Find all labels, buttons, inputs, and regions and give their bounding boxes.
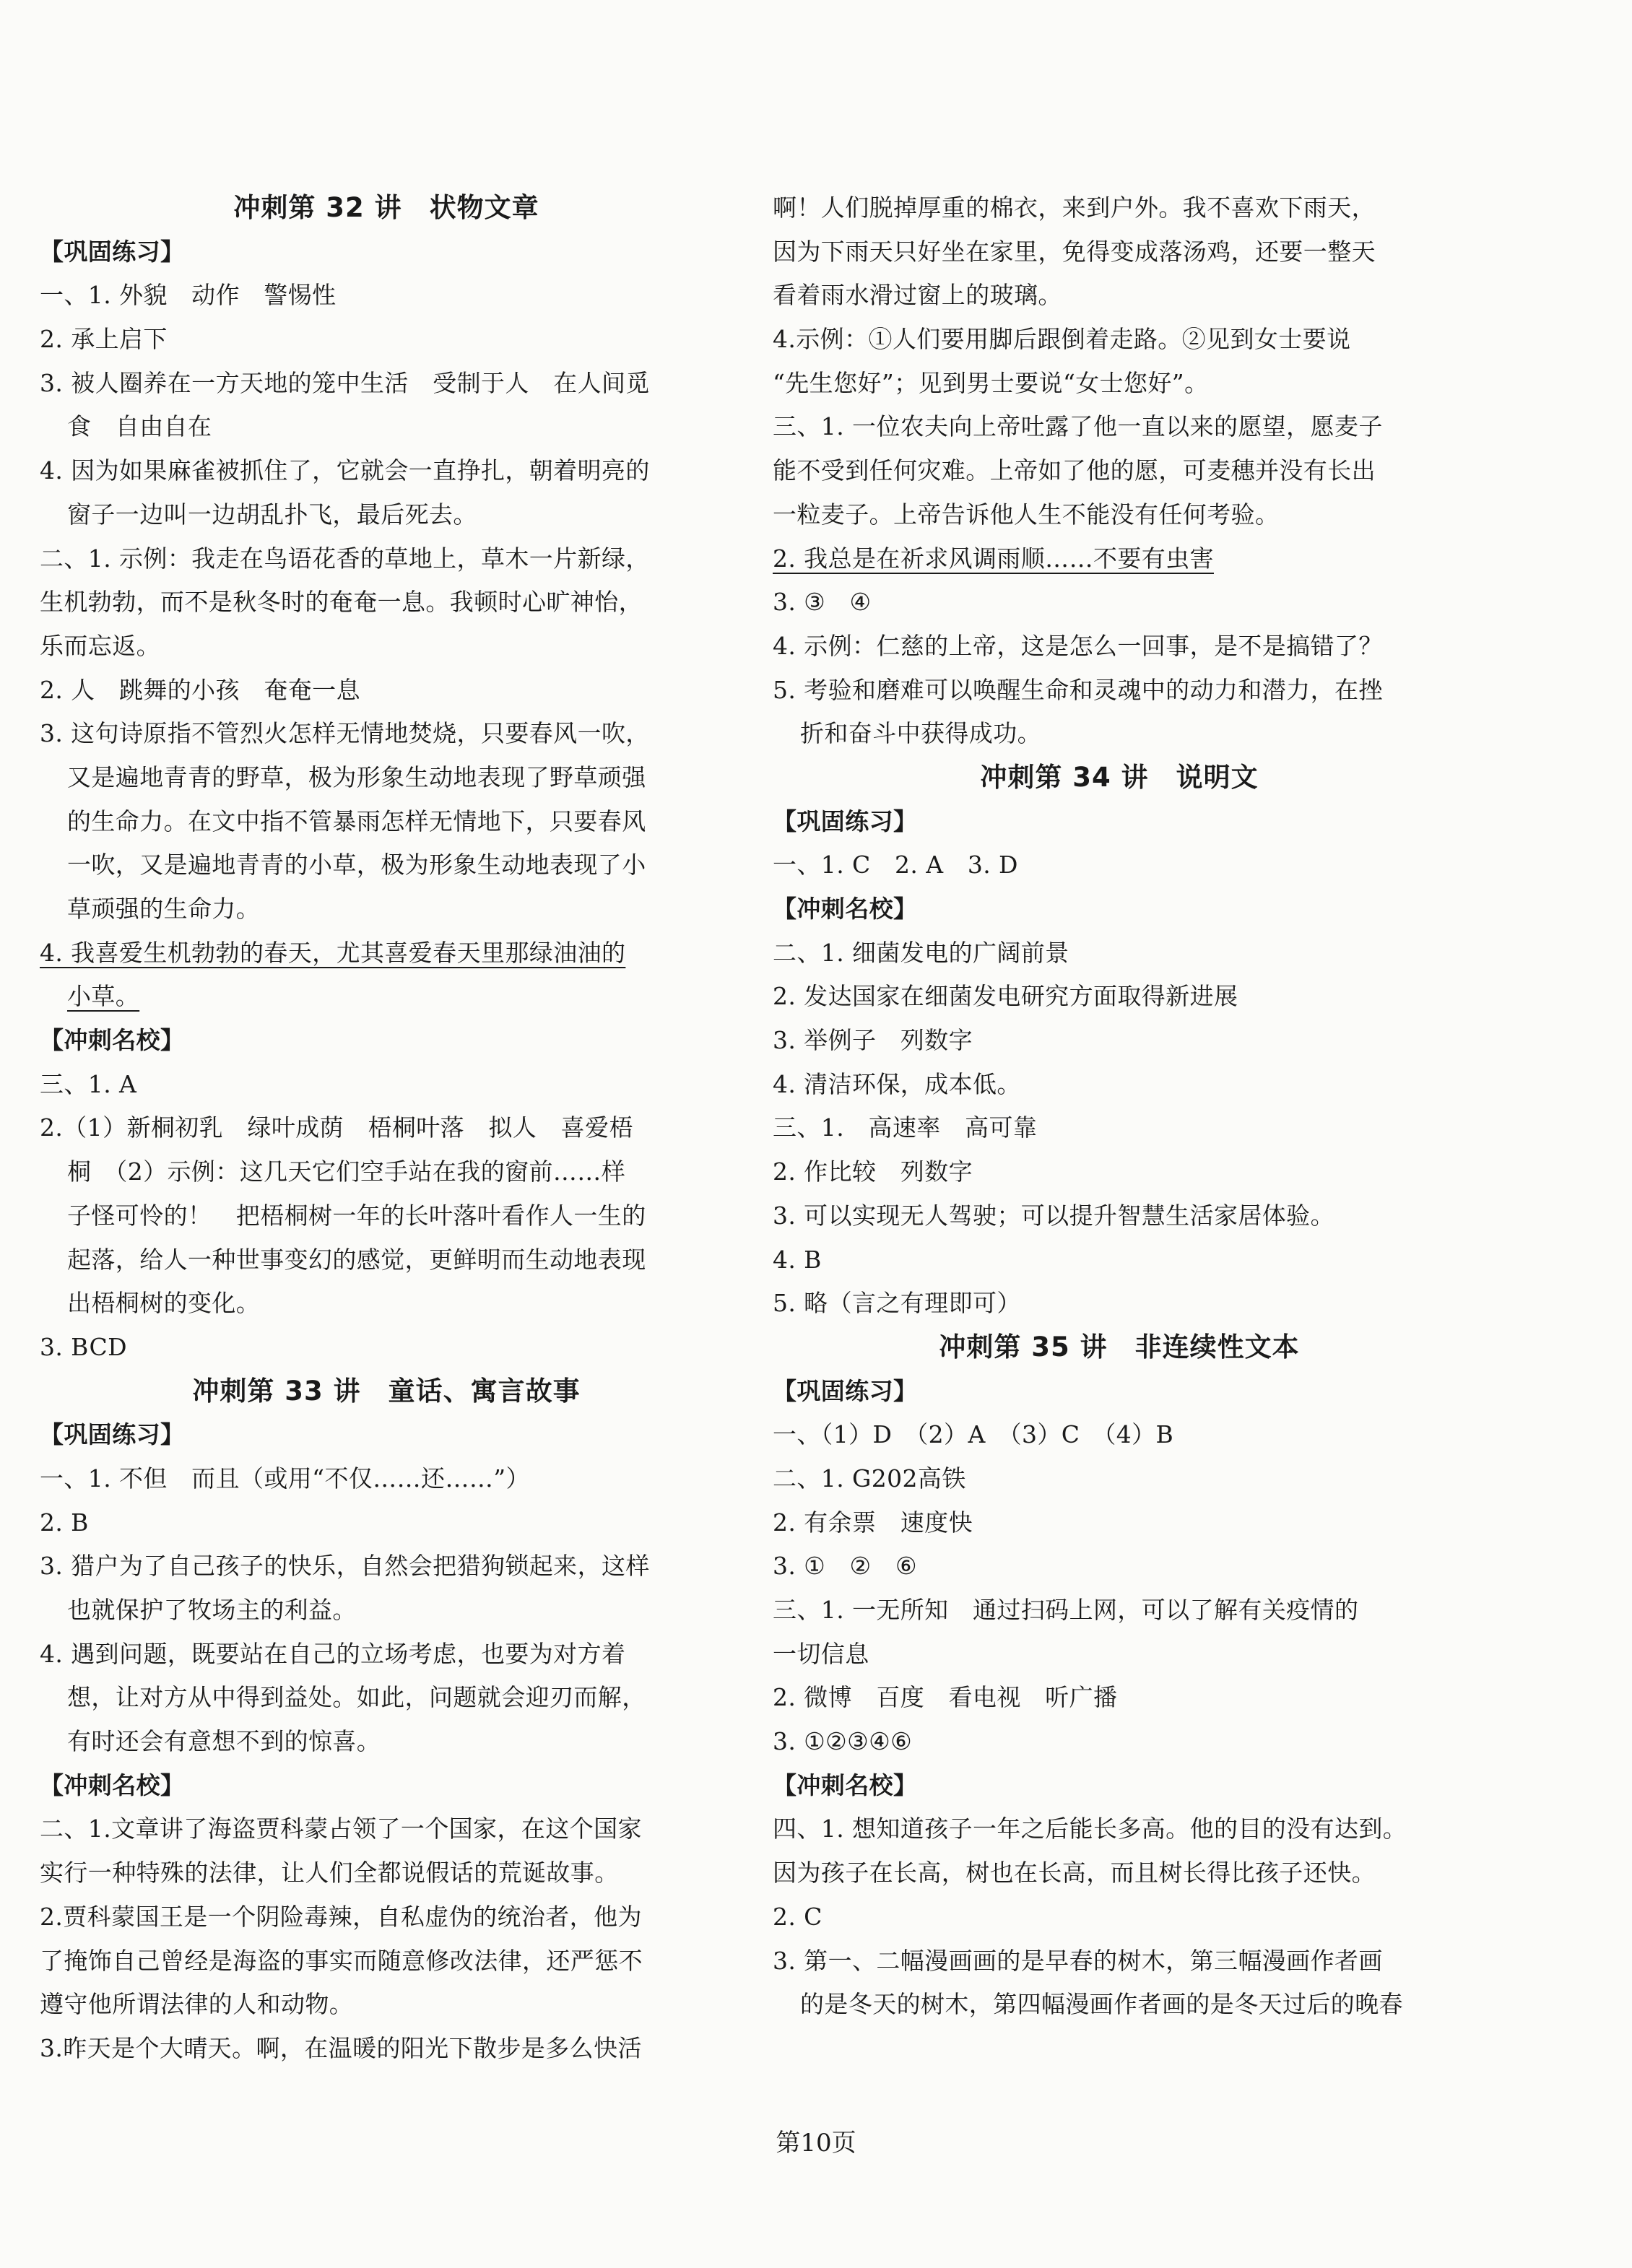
text-line: 折和奋斗中获得成功。 [800, 719, 1041, 748]
text-line: 3. ① ② ⑥ [773, 1552, 917, 1581]
text-line: 2.贾科蒙国王是一个阴险毒辣，自私虚伪的统治者，他为 [40, 1902, 642, 1931]
subsection-label: 【冲刺名校】 [40, 1770, 185, 1799]
text-line: 3. 可以实现无人驾驶；可以提升智慧生活家居体验。 [773, 1201, 1334, 1230]
text-line: 小草。 [67, 982, 140, 1011]
text-line: 2. 微博 百度 看电视 听广播 [773, 1683, 1118, 1712]
text-line: 2. C [773, 1902, 822, 1931]
subsection-label: 【巩固练习】 [40, 1420, 185, 1449]
section-heading: 冲刺第 34 讲 说明文 [980, 761, 1259, 793]
text-line: 2. 有余票 速度快 [773, 1508, 973, 1537]
text-line: 3. 被人圈养在一方天地的笼中生活 受制于人 在人间觅 [40, 368, 650, 397]
section-heading: 冲刺第 35 讲 非连续性文本 [939, 1331, 1300, 1363]
text-line: 一、1. C 2. A 3. D [773, 851, 1018, 879]
text-line: 4. 因为如果麻雀被抓住了，它就会一直挣扎，朝着明亮的 [40, 456, 650, 485]
text-line: 4.示例：①人们要用脚后跟倒着走路。②见到女士要说 [773, 325, 1351, 354]
text-line: 三、1. 一无所知 通过扫码上网，可以了解有关疫情的 [773, 1596, 1359, 1624]
text-line: 3. ③ ④ [773, 588, 872, 617]
text-line: 桐 （2）示例：这几天它们空手站在我的窗前……样 [67, 1157, 626, 1186]
text-line: “先生您好”；见到男士要说“女士您好”。 [773, 368, 1209, 397]
text-line: 有时还会有意想不到的惊喜。 [67, 1727, 381, 1756]
subsection-label: 【冲刺名校】 [773, 1770, 918, 1799]
text-line: 4. 遇到问题，既要站在自己的立场考虑，也要为对方着 [40, 1639, 626, 1668]
text-line: 3. 举例子 列数字 [773, 1026, 973, 1055]
text-line: 4. 清洁环保，成本低。 [773, 1069, 1021, 1098]
text-line: 生机勃勃，而不是秋冬时的奄奄一息。我顿时心旷神怡， [40, 588, 643, 617]
text-line: 3. 第一、二幅漫画画的是早春的树木，第三幅漫画作者画 [773, 1946, 1383, 1975]
text-line: 3. BCD [40, 1332, 127, 1361]
text-line: 2. 发达国家在细菌发电研究方面取得新进展 [773, 982, 1238, 1011]
text-line: 三、1. A [40, 1069, 137, 1098]
text-line: 又是遍地青青的野草，极为形象生动地表现了野草顽强 [67, 762, 646, 791]
text-line: 因为孩子在长高，树也在长高，而且树长得比孩子还快。 [773, 1859, 1376, 1887]
text-line: 草顽强的生命力。 [67, 895, 261, 923]
text-line: 遵守他所谓法律的人和动物。 [40, 1990, 354, 2019]
text-line: 2. 人 跳舞的小孩 奄奄一息 [40, 675, 360, 704]
subsection-label: 【巩固练习】 [773, 1376, 918, 1405]
right-column [773, 186, 1466, 2027]
subsection-label: 【巩固练习】 [773, 807, 918, 835]
text-line: 能不受到任何灾难。上帝如了他的愿，可麦穗并没有长出 [773, 456, 1376, 485]
text-line: 四、1. 想知道孩子一年之后能长多高。他的目的没有达到。 [773, 1815, 1407, 1843]
text-line: 子怪可怜的！ 把梧桐树一年的长叶落叶看作人一生的 [67, 1201, 646, 1230]
text-line: 5. 略（言之有理即可） [773, 1289, 1021, 1318]
section-heading: 冲刺第 33 讲 童话、寓言故事 [192, 1375, 581, 1407]
text-line: 2. 作比较 列数字 [773, 1157, 973, 1186]
text-line: 二、1. G202高铁 [773, 1464, 966, 1493]
text-line: 3. ①②③④⑥ [773, 1727, 913, 1756]
text-line: 看着雨水滑过窗上的玻璃。 [773, 281, 1062, 310]
text-line: 3. 猎户为了自己孩子的快乐，自然会把猎狗锁起来，这样 [40, 1552, 650, 1581]
text-line: 窗子一边叫一边胡乱扑飞，最后死去。 [67, 500, 477, 529]
text-line: 一吹，又是遍地青青的小草，极为形象生动地表现了小 [67, 851, 646, 879]
text-line: 2.（1）新桐初乳 绿叶成荫 梧桐叶落 拟人 喜爱梧 [40, 1113, 633, 1142]
text-line: 4. 我喜爱生机勃勃的春天，尤其喜爱春天里那绿油油的 [40, 938, 626, 967]
text-line: 的是冬天的树木，第四幅漫画作者画的是冬天过后的晚春 [800, 1990, 1403, 2019]
text-line: 了掩饰自己曾经是海盗的事实而随意修改法律，还严惩不 [40, 1946, 643, 1975]
text-line: 2. 我总是在祈求风调雨顺……不要有虫害 [773, 544, 1214, 573]
text-line: 2. B [40, 1508, 89, 1537]
text-line: 因为下雨天只好坐在家里，免得变成落汤鸡，还要一整天 [773, 237, 1376, 266]
text-line: 乐而忘返。 [40, 631, 160, 660]
text-line: 出梧桐树的变化。 [67, 1289, 261, 1318]
text-line: 3. 这句诗原指不管烈火怎样无情地焚烧，只要春风一吹， [40, 719, 650, 748]
text-line: 起落，给人一种世事变幻的感觉，更鲜明而生动地表现 [67, 1245, 646, 1274]
text-line: 5. 考验和磨难可以唤醒生命和灵魂中的动力和潜力，在挫 [773, 675, 1383, 704]
text-line: 也就保护了牧场主的利益。 [67, 1596, 357, 1624]
section-heading: 冲刺第 32 讲 状物文章 [233, 192, 539, 223]
text-line: 的生命力。在文中指不管暴雨怎样无情地下，只要春风 [67, 807, 646, 835]
page-number: 第10页 [776, 2129, 856, 2158]
text-line: 二、1. 细菌发电的广阔前景 [773, 938, 1069, 967]
text-line: 二、1. 示例：我走在鸟语花香的草地上，草木一片新绿， [40, 544, 650, 573]
text-line: 啊！人们脱掉厚重的棉衣，来到户外。我不喜欢下雨天， [773, 194, 1376, 222]
text-line: 4. B [773, 1245, 822, 1274]
text-line: 一、（1）D （2）A （3）C （4）B [773, 1420, 1174, 1449]
text-line: 一、1. 不但 而且（或用“不仅……还……”） [40, 1464, 530, 1493]
text-line: 一切信息 [773, 1639, 869, 1668]
text-line: 三、1. 一位农夫向上帝吐露了他一直以来的愿望，愿麦子 [773, 412, 1383, 441]
text-line: 想，让对方从中得到益处。如此，问题就会迎刃而解， [67, 1683, 646, 1712]
text-line: 二、1.文章讲了海盗贾科蒙占领了一个国家，在这个国家 [40, 1815, 642, 1843]
text-line: 4. 示例：仁慈的上帝，这是怎么一回事，是不是搞错了？ [773, 631, 1383, 660]
subsection-label: 【冲刺名校】 [773, 895, 918, 923]
left-column [40, 186, 733, 2071]
text-line: 一、1. 外貌 动作 警惕性 [40, 281, 337, 310]
subsection-label: 【冲刺名校】 [40, 1026, 185, 1055]
text-line: 一粒麦子。上帝告诉他人生不能没有任何考验。 [773, 500, 1280, 529]
subsection-label: 【巩固练习】 [40, 237, 185, 266]
text-line: 3.昨天是个大晴天。啊，在温暖的阳光下散步是多么快活 [40, 2033, 642, 2062]
text-line: 2. 承上启下 [40, 325, 168, 354]
text-line: 食 自由自在 [67, 412, 212, 441]
text-line: 三、1. 高速率 高可靠 [773, 1113, 1038, 1142]
text-line: 实行一种特殊的法律，让人们全都说假话的荒诞故事。 [40, 1859, 619, 1887]
